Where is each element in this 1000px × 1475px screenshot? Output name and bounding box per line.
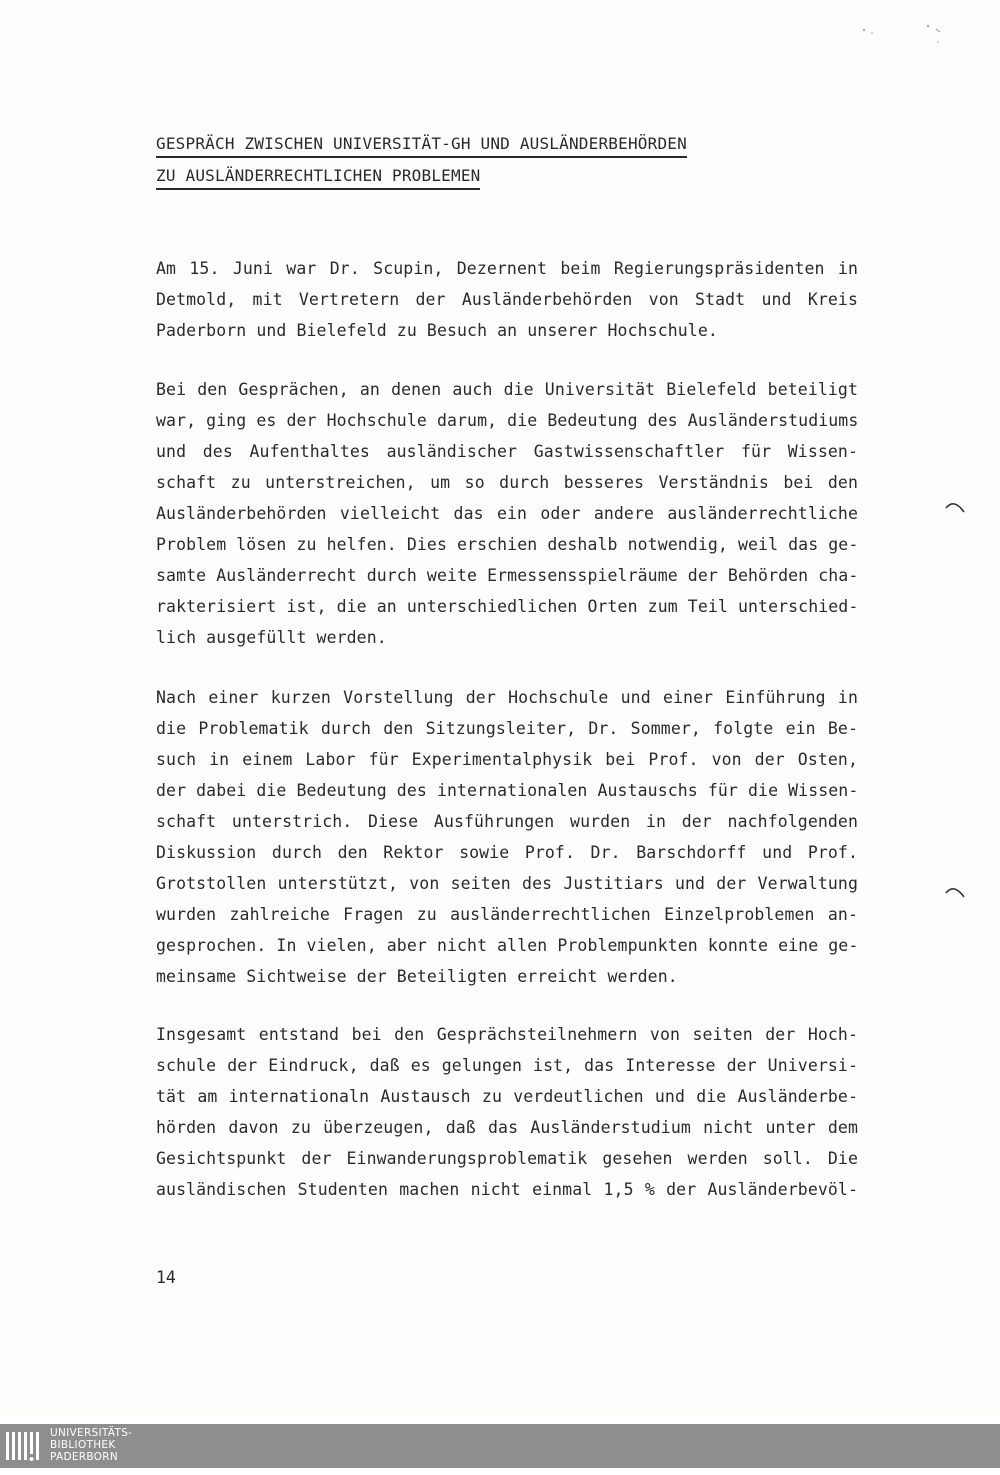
text-line: Diskussion durch den Rektor sowie Prof. Dr. Barschdorff und Prof. <box>156 843 858 862</box>
text-line: Problem lösen zu helfen. Dies erschien deshalb notwendig, weil das ge- <box>156 535 859 554</box>
document-title <box>156 132 687 196</box>
text-line: Bei den Gesprächen, an denen auch die Universität Bielefeld beteiligt <box>156 380 858 399</box>
text-line: war, ging es der Hochschule darum, die Bedeutung des Ausländerstudiums <box>156 411 859 430</box>
punch-hole-mark-icon <box>944 883 966 901</box>
text-line: der dabei die Bedeutung des internationalen Austauschs für die Wissen- <box>156 781 859 800</box>
logo-text-line: PADERBORN <box>50 1451 118 1463</box>
logo-text-line: UNIVERSITÄTS- <box>50 1427 133 1439</box>
library-logo-icon <box>4 1428 44 1464</box>
text-line: Am 15. Juni war Dr. Scupin, Dezernent beim Regierungspräsidenten in <box>156 259 858 278</box>
text-line: wurden zahlreiche Fragen zu ausländerrechtlichen Einzelproblemen an- <box>156 905 858 924</box>
text-line: gesprochen. In vielen, aber nicht allen Problempunkten konnte eine ge- <box>156 936 859 955</box>
text-line: die Problematik durch den Sitzungsleiter, Dr. Sommer, folgte ein Be- <box>156 719 858 738</box>
paragraph <box>156 682 858 992</box>
text-line: und des Aufenthaltes ausländischer Gastwissenschaftler für Wissen- <box>156 442 858 461</box>
text-line: such in einem Labor für Experimentalphysik bei Prof. von der Osten, <box>156 750 858 769</box>
text-line: Nach einer kurzen Vorstellung der Hochschule und einer Einführung in <box>156 688 858 707</box>
text-line: Detmold, mit Vertretern der Ausländerbehörden von Stadt und Kreis <box>156 290 858 309</box>
text-line: rakterisiert ist, die an unterschiedlichen Orten zum Teil unterschied- <box>156 597 859 616</box>
paragraph <box>156 374 858 653</box>
paragraph <box>156 1019 858 1205</box>
text-line: samte Ausländerrecht durch weite Ermessensspielräume der Behörden cha- <box>156 566 859 585</box>
text-line: Ausländerbehörden vielleicht das ein oder andere ausländerrechtliche <box>156 504 858 523</box>
logo-text-line: BIBLIOTHEK <box>50 1439 116 1451</box>
text-line: meinsame Sichtweise der Beteiligten erreicht werden. <box>156 967 678 986</box>
scan-specks-decoration <box>858 20 948 50</box>
text-line: Gesichtspunkt der Einwanderungsproblematik gesehen werden soll. Die <box>156 1149 858 1168</box>
text-line: schaft zu unterstreichen, um so durch besseres Verständnis bei den <box>156 473 858 492</box>
paragraph <box>156 253 858 346</box>
page-number: 14 <box>156 1268 176 1287</box>
title-line: ZU AUSLÄNDERRECHTLICHEN PROBLEMEN <box>156 164 480 190</box>
title-line: GESPRÄCH ZWISCHEN UNIVERSITÄT-GH UND AUSLÄNDERBEHÖRDEN <box>156 132 687 158</box>
text-line: Grotstollen unterstützt, von seiten des Justitiars und der Verwaltung <box>156 874 858 893</box>
text-line: schule der Eindruck, daß es gelungen ist, das Interesse der Universi- <box>156 1056 858 1075</box>
text-line: Paderborn und Bielefeld zu Besuch an unserer Hochschule. <box>156 321 718 340</box>
punch-hole-mark-icon <box>944 498 966 516</box>
text-line: tät am internationaln Austausch zu verdeutlichen und die Ausländerbe- <box>156 1087 858 1106</box>
text-line: lich ausgefüllt werden. <box>156 628 387 647</box>
text-line: ausländischen Studenten machen nicht einmal 1,5 % der Ausländerbevöl- <box>156 1180 858 1199</box>
text-line: Insgesamt entstand bei den Gesprächsteilnehmern von seiten der Hoch- <box>156 1025 858 1044</box>
text-line: schaft unterstrich. Diese Ausführungen wurden in der nachfolgenden <box>156 812 858 831</box>
library-logo-bar <box>0 1424 1000 1468</box>
library-logo-text <box>50 1427 132 1463</box>
text-line: hörden davon zu überzeugen, daß das Ausländerstudium nicht unter dem <box>156 1118 858 1137</box>
